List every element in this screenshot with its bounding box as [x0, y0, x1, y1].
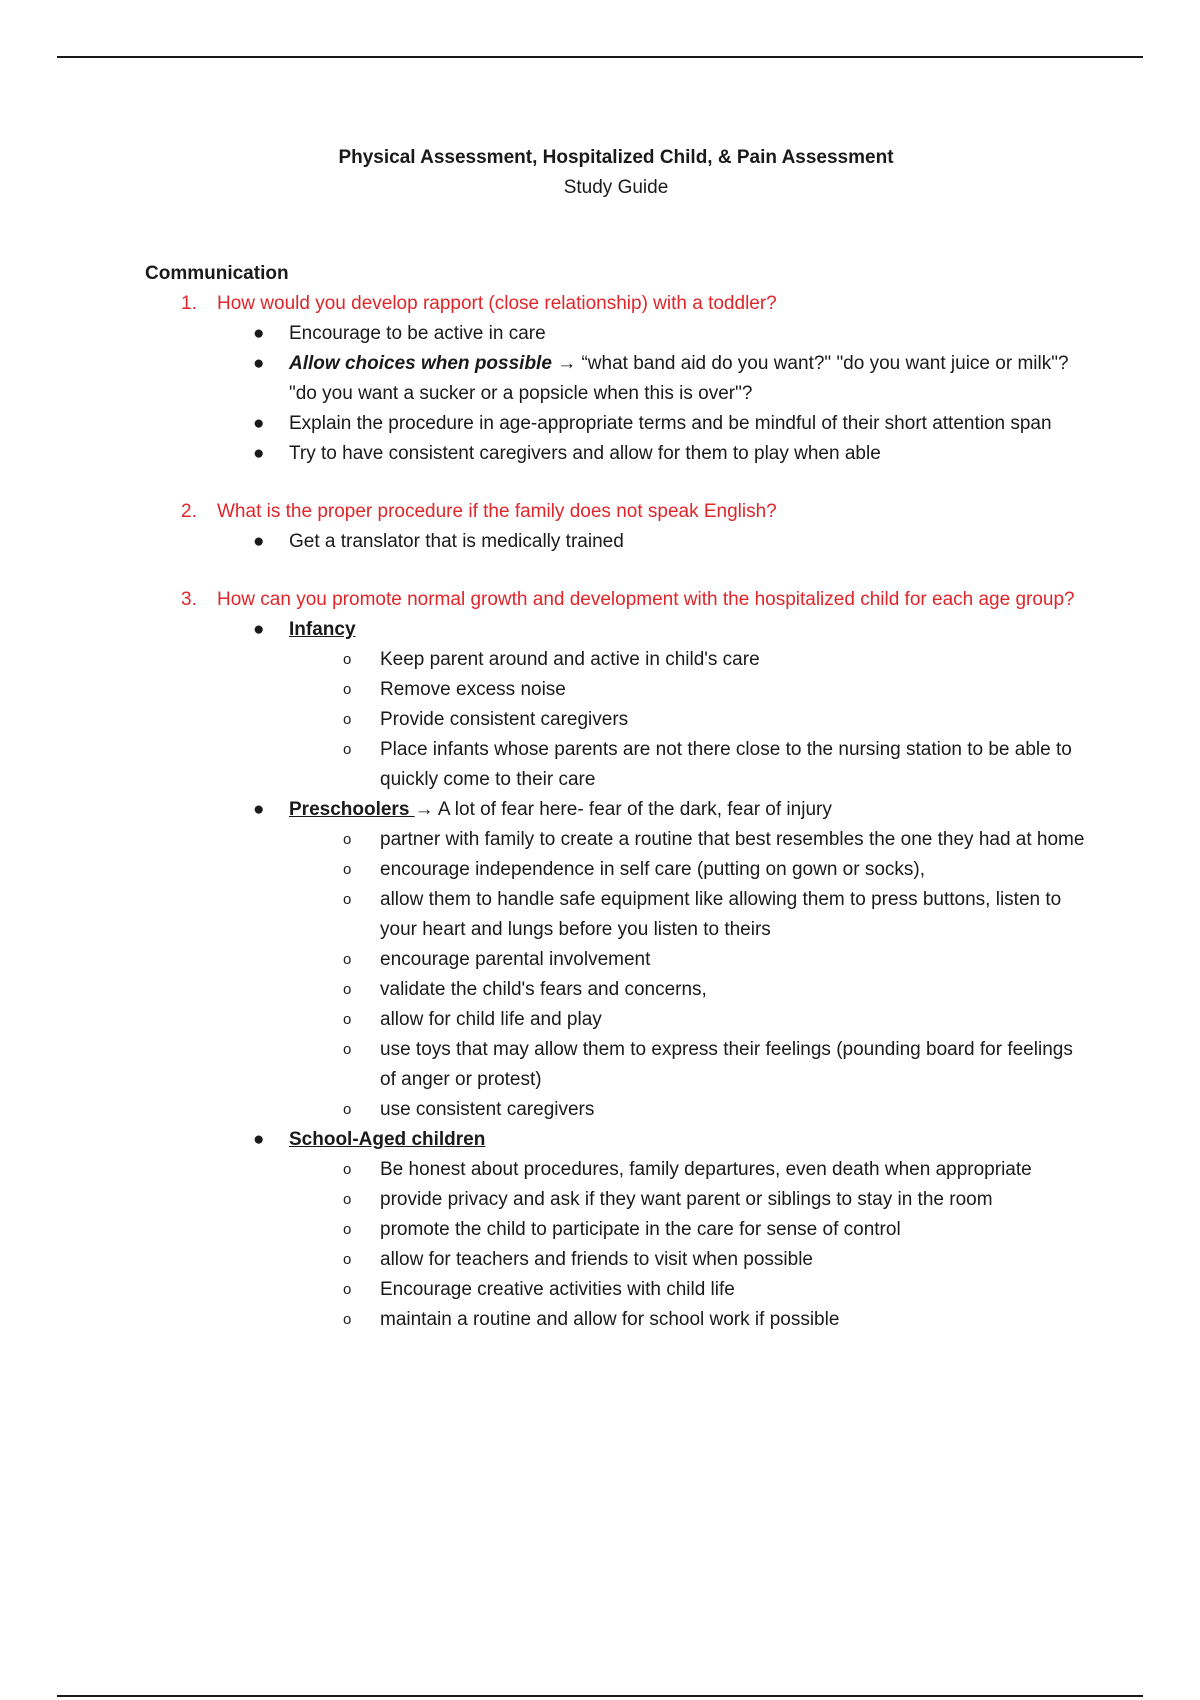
question-1 — [145, 289, 1090, 319]
sub-list-item-text: allow for teachers and friends to visit when possible — [380, 1249, 814, 1270]
list-item-text: Explain the procedure in age-appropriate terms and be mindful of their short attention span — [289, 413, 1052, 434]
bullet-icon: ● — [253, 799, 265, 820]
circle-bullet-icon: o — [343, 1221, 352, 1238]
bullet-icon: ● — [253, 353, 265, 374]
sub-list-item — [343, 1035, 1090, 1095]
spacer — [145, 557, 1090, 585]
sub-list-item-text: Remove excess noise — [380, 679, 566, 700]
sub-list-item-text: maintain a routine and allow for school work if possible — [380, 1309, 840, 1330]
list-item — [253, 319, 1090, 349]
age-group-school-aged — [253, 1125, 1090, 1335]
sub-list-item — [343, 945, 1090, 975]
q3-answer-list — [145, 615, 1090, 1335]
sub-list-item-text: provide privacy and ask if they want parent or siblings to stay in the room — [380, 1189, 993, 1210]
bullet-icon: ● — [253, 1129, 265, 1150]
list-item — [253, 409, 1090, 439]
circle-bullet-icon: o — [343, 681, 352, 698]
sub-list-item-text: encourage parental involvement — [380, 949, 651, 970]
circle-bullet-icon: o — [343, 741, 352, 758]
bullet-icon: ● — [253, 531, 265, 552]
circle-bullet-icon: o — [343, 1041, 352, 1058]
sub-list-item-text: promote the child to participate in the care for sense of control — [380, 1219, 901, 1240]
circle-bullet-icon: o — [343, 981, 352, 998]
circle-bullet-icon: o — [343, 861, 352, 878]
sub-list-item-text: encourage independence in self care (putting on gown or socks), — [380, 859, 926, 880]
q1-answer-list — [145, 319, 1090, 469]
list-item-text: “what band aid do you want?" "do you want juice or milk"? "do you want a sucker or a popsicle when this is over"? — [289, 353, 1069, 404]
sub-list-item-text: Encourage creative activities with child life — [380, 1279, 735, 1300]
sub-list-item-text: Keep parent around and active in child's care — [380, 649, 760, 670]
sub-list-item — [343, 1215, 1090, 1245]
sub-list-item-text: allow for child life and play — [380, 1009, 602, 1030]
bottom-rule — [57, 1695, 1143, 1697]
section-heading: Communication — [145, 263, 289, 284]
top-rule — [57, 56, 1143, 58]
document-body — [145, 259, 1090, 1335]
sub-list-item — [343, 1275, 1090, 1305]
sub-list-item — [343, 1245, 1090, 1275]
age-group-infancy — [253, 615, 1090, 795]
circle-bullet-icon: o — [343, 1251, 352, 1268]
sub-list-item — [343, 1305, 1090, 1335]
sub-list-item — [343, 885, 1090, 945]
document-title: Physical Assessment, Hospitalized Child, & Pain Assessment — [338, 147, 894, 168]
age-group-label: Infancy — [289, 619, 356, 640]
circle-bullet-icon: o — [343, 651, 352, 668]
question-number: 3. — [181, 589, 197, 610]
circle-bullet-icon: o — [343, 711, 352, 728]
list-item — [253, 349, 1090, 409]
question-number: 2. — [181, 501, 197, 522]
question-text: How can you promote normal growth and development with the hospitalized child for each age group? — [217, 589, 1075, 610]
sub-list-item — [343, 675, 1090, 705]
age-group-label: Preschoolers — [289, 799, 415, 820]
sub-list-item-text: use toys that may allow them to express their feelings (pounding board for feelings of anger or protest) — [380, 1039, 1073, 1090]
question-3 — [145, 585, 1090, 615]
circle-bullet-icon: o — [343, 891, 352, 908]
sub-list-item — [343, 1185, 1090, 1215]
age-group-note: A lot of fear here- fear of the dark, fear of injury — [437, 799, 832, 820]
sub-list-item-text: partner with family to create a routine that best resembles the one they had at home — [380, 829, 1085, 850]
list-item — [253, 527, 1090, 557]
circle-bullet-icon: o — [343, 1311, 352, 1328]
list-item-text: Try to have consistent caregivers and allow for them to play when able — [289, 443, 881, 464]
bullet-icon: ● — [253, 413, 265, 434]
sub-list — [289, 645, 1090, 795]
sub-list-item-text: Place infants whose parents are not there close to the nursing station to be able to quickly come to their care — [380, 739, 1072, 790]
emphasis-text: Allow choices when possible — [289, 353, 552, 374]
sub-list — [289, 1155, 1090, 1335]
sub-list-item — [343, 705, 1090, 735]
sub-list — [289, 825, 1090, 1125]
sub-list-item-text: allow them to handle safe equipment like allowing them to press buttons, listen to your heart and lungs before you listen to theirs — [380, 889, 1062, 940]
title-block — [0, 143, 1200, 203]
spacer — [145, 469, 1090, 497]
question-text: What is the proper procedure if the family does not speak English? — [217, 501, 777, 522]
age-group-label: School-Aged children — [289, 1129, 486, 1150]
sub-list-item-text: Be honest about procedures, family departures, even death when appropriate — [380, 1159, 1032, 1180]
sub-list-item — [343, 1095, 1090, 1125]
bullet-icon: ● — [253, 323, 265, 344]
circle-bullet-icon: o — [343, 1011, 352, 1028]
bullet-icon: ● — [253, 619, 265, 640]
sub-list-item-text: Provide consistent caregivers — [380, 709, 629, 730]
circle-bullet-icon: o — [343, 951, 352, 968]
circle-bullet-icon: o — [343, 1161, 352, 1178]
sub-list-item-text: use consistent caregivers — [380, 1099, 595, 1120]
question-number: 1. — [181, 293, 197, 314]
sub-list-item — [343, 735, 1090, 795]
age-group-preschoolers — [253, 795, 1090, 1125]
sub-list-item — [343, 855, 1090, 885]
circle-bullet-icon: o — [343, 1101, 352, 1118]
document-subtitle: Study Guide — [563, 177, 669, 198]
list-item — [253, 439, 1090, 469]
list-item-text: Encourage to be active in care — [289, 323, 546, 344]
circle-bullet-icon: o — [343, 831, 352, 848]
arrow-icon: → — [414, 799, 434, 820]
question-text: How would you develop rapport (close relationship) with a toddler? — [217, 293, 777, 314]
sub-list-item-text: validate the child's fears and concerns, — [380, 979, 707, 1000]
sub-list-item — [343, 1005, 1090, 1035]
list-item-text: Get a translator that is medically trained — [289, 531, 624, 552]
q2-answer-list — [145, 527, 1090, 557]
sub-list-item — [343, 975, 1090, 1005]
circle-bullet-icon: o — [343, 1281, 352, 1298]
arrow-icon: → — [557, 353, 577, 374]
question-2 — [145, 497, 1090, 527]
bullet-icon: ● — [253, 443, 265, 464]
circle-bullet-icon: o — [343, 1191, 352, 1208]
sub-list-item — [343, 1155, 1090, 1185]
sub-list-item — [343, 645, 1090, 675]
sub-list-item — [343, 825, 1090, 855]
